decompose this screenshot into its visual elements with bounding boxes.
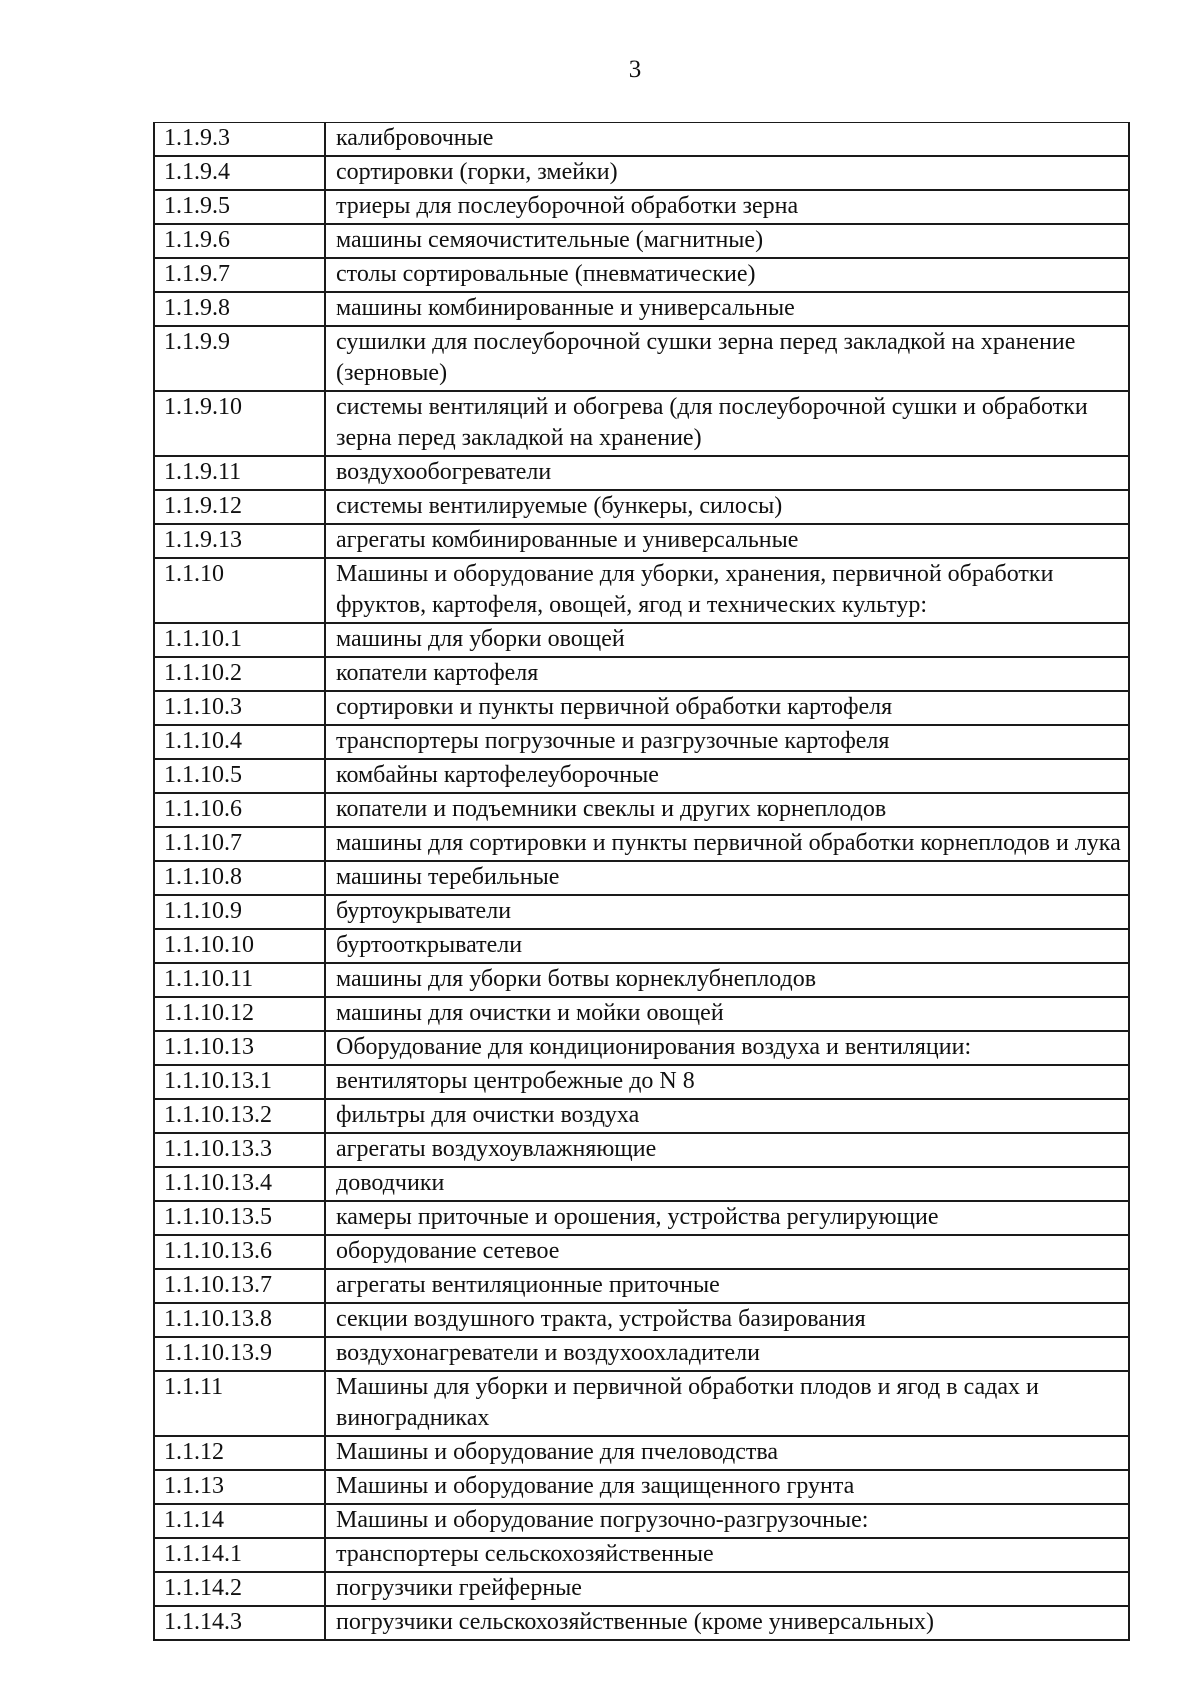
row-code-cell: 1.1.14.2 [154, 1572, 325, 1606]
table-row [154, 524, 1129, 558]
table-row [154, 391, 1129, 456]
row-description-cell: копатели и подъемники свеклы и других корнеплодов [325, 793, 1129, 827]
row-code-cell: 1.1.9.11 [154, 456, 325, 490]
row-description-cell: воздухообогреватели [325, 456, 1129, 490]
table-row [154, 691, 1129, 725]
row-description-cell: копатели картофеля [325, 657, 1129, 691]
table-row [154, 861, 1129, 895]
row-code-cell: 1.1.10.12 [154, 997, 325, 1031]
row-description-cell: машины семяочистительные (магнитные) [325, 224, 1129, 258]
table-row [154, 558, 1129, 623]
table-row [154, 326, 1129, 391]
row-description-cell: Машины и оборудование для уборки, хранения, первичной обработки фруктов, картофеля, овощей, ягод и технических культур: [325, 558, 1129, 623]
table-row [154, 1303, 1129, 1337]
row-code-cell: 1.1.10.13 [154, 1031, 325, 1065]
row-description-cell: агрегаты комбинированные и универсальные [325, 524, 1129, 558]
table-row [154, 1133, 1129, 1167]
table-row [154, 1470, 1129, 1504]
row-code-cell: 1.1.10.13.7 [154, 1269, 325, 1303]
row-code-cell: 1.1.9.5 [154, 190, 325, 224]
row-code-cell: 1.1.10.13.1 [154, 1065, 325, 1099]
row-description-cell: машины для очистки и мойки овощей [325, 997, 1129, 1031]
table-row [154, 123, 1129, 157]
row-code-cell: 1.1.10.10 [154, 929, 325, 963]
row-code-cell: 1.1.9.8 [154, 292, 325, 326]
table-row [154, 490, 1129, 524]
table-row [154, 1606, 1129, 1640]
row-code-cell: 1.1.10.13.2 [154, 1099, 325, 1133]
row-code-cell: 1.1.10.13.8 [154, 1303, 325, 1337]
table-row [154, 997, 1129, 1031]
row-code-cell: 1.1.9.10 [154, 391, 325, 456]
row-description-cell: триеры для послеуборочной обработки зерна [325, 190, 1129, 224]
row-description-cell: погрузчики сельскохозяйственные (кроме универсальных) [325, 1606, 1129, 1640]
row-description-cell: воздухонагреватели и воздухоохладители [325, 1337, 1129, 1371]
table-row [154, 1436, 1129, 1470]
table-row [154, 1572, 1129, 1606]
row-code-cell: 1.1.9.12 [154, 490, 325, 524]
row-description-cell: агрегаты воздухоувлажняющие [325, 1133, 1129, 1167]
row-code-cell: 1.1.10.13.6 [154, 1235, 325, 1269]
row-code-cell: 1.1.9.9 [154, 326, 325, 391]
row-description-cell: комбайны картофелеуборочные [325, 759, 1129, 793]
row-code-cell: 1.1.13 [154, 1470, 325, 1504]
row-code-cell: 1.1.10.8 [154, 861, 325, 895]
row-code-cell: 1.1.10.2 [154, 657, 325, 691]
row-description-cell: системы вентилируемые (бункеры, силосы) [325, 490, 1129, 524]
table-row [154, 190, 1129, 224]
row-description-cell: машины комбинированные и универсальные [325, 292, 1129, 326]
row-description-cell: сортировки (горки, змейки) [325, 156, 1129, 190]
row-code-cell: 1.1.10.13.5 [154, 1201, 325, 1235]
row-code-cell: 1.1.10.4 [154, 725, 325, 759]
row-code-cell: 1.1.9.7 [154, 258, 325, 292]
row-description-cell: Машины и оборудование для пчеловодства [325, 1436, 1129, 1470]
table-body [154, 123, 1129, 1641]
row-description-cell: погрузчики грейферные [325, 1572, 1129, 1606]
table-row [154, 759, 1129, 793]
table-row [154, 156, 1129, 190]
row-description-cell: машины для сортировки и пункты первичной обработки корнеплодов и лука [325, 827, 1129, 861]
row-description-cell: Оборудование для кондиционирования воздуха и вентиляции: [325, 1031, 1129, 1065]
row-code-cell: 1.1.10.11 [154, 963, 325, 997]
row-description-cell: оборудование сетевое [325, 1235, 1129, 1269]
row-description-cell: Машины и оборудование для защищенного грунта [325, 1470, 1129, 1504]
row-description-cell: Машины и оборудование погрузочно-разгрузочные: [325, 1504, 1129, 1538]
row-description-cell: машины теребильные [325, 861, 1129, 895]
row-code-cell: 1.1.10 [154, 558, 325, 623]
row-code-cell: 1.1.10.6 [154, 793, 325, 827]
table-row [154, 1504, 1129, 1538]
table-row [154, 456, 1129, 490]
row-description-cell: секции воздушного тракта, устройства базирования [325, 1303, 1129, 1337]
table-row [154, 292, 1129, 326]
table-row [154, 827, 1129, 861]
row-code-cell: 1.1.10.1 [154, 623, 325, 657]
row-code-cell: 1.1.10.13.4 [154, 1167, 325, 1201]
row-description-cell: Машины для уборки и первичной обработки плодов и ягод в садах и виноградниках [325, 1371, 1129, 1436]
classification-table [153, 122, 1130, 1641]
row-description-cell: доводчики [325, 1167, 1129, 1201]
table-row [154, 1269, 1129, 1303]
row-description-cell: фильтры для очистки воздуха [325, 1099, 1129, 1133]
table-row [154, 1065, 1129, 1099]
row-description-cell: агрегаты вентиляционные приточные [325, 1269, 1129, 1303]
row-code-cell: 1.1.9.3 [154, 123, 325, 157]
row-code-cell: 1.1.14 [154, 1504, 325, 1538]
row-code-cell: 1.1.11 [154, 1371, 325, 1436]
table-row [154, 963, 1129, 997]
row-code-cell: 1.1.10.9 [154, 895, 325, 929]
table-row [154, 1538, 1129, 1572]
table-row [154, 657, 1129, 691]
row-code-cell: 1.1.10.3 [154, 691, 325, 725]
table-row [154, 895, 1129, 929]
row-code-cell: 1.1.10.5 [154, 759, 325, 793]
row-description-cell: столы сортировальные (пневматические) [325, 258, 1129, 292]
row-code-cell: 1.1.9.6 [154, 224, 325, 258]
row-description-cell: буртооткрыватели [325, 929, 1129, 963]
table-row [154, 623, 1129, 657]
table-row [154, 1167, 1129, 1201]
table-row [154, 1337, 1129, 1371]
row-code-cell: 1.1.12 [154, 1436, 325, 1470]
row-code-cell: 1.1.10.7 [154, 827, 325, 861]
table-row [154, 1235, 1129, 1269]
row-description-cell: машины для уборки овощей [325, 623, 1129, 657]
row-code-cell: 1.1.14.1 [154, 1538, 325, 1572]
row-description-cell: транспортеры погрузочные и разгрузочные картофеля [325, 725, 1129, 759]
row-description-cell: системы вентиляций и обогрева (для послеуборочной сушки и обработки зерна перед закладкой на хранение) [325, 391, 1129, 456]
table-row [154, 929, 1129, 963]
table-row [154, 1099, 1129, 1133]
row-description-cell: калибровочные [325, 123, 1129, 157]
table-row [154, 725, 1129, 759]
table-row [154, 224, 1129, 258]
table-row [154, 1201, 1129, 1235]
row-description-cell: транспортеры сельскохозяйственные [325, 1538, 1129, 1572]
row-description-cell: машины для уборки ботвы корнеклубнеплодов [325, 963, 1129, 997]
row-description-cell: сортировки и пункты первичной обработки картофеля [325, 691, 1129, 725]
row-description-cell: буртоукрыватели [325, 895, 1129, 929]
row-code-cell: 1.1.14.3 [154, 1606, 325, 1640]
row-description-cell: вентиляторы центробежные до N 8 [325, 1065, 1129, 1099]
table-row [154, 258, 1129, 292]
row-code-cell: 1.1.10.13.9 [154, 1337, 325, 1371]
table-row [154, 793, 1129, 827]
row-code-cell: 1.1.9.4 [154, 156, 325, 190]
row-code-cell: 1.1.10.13.3 [154, 1133, 325, 1167]
table-row [154, 1031, 1129, 1065]
row-description-cell: сушилки для послеуборочной сушки зерна перед закладкой на хранение (зерновые) [325, 326, 1129, 391]
row-code-cell: 1.1.9.13 [154, 524, 325, 558]
table-row [154, 1371, 1129, 1436]
page-number: 3 [628, 56, 642, 83]
row-description-cell: камеры приточные и орошения, устройства регулирующие [325, 1201, 1129, 1235]
